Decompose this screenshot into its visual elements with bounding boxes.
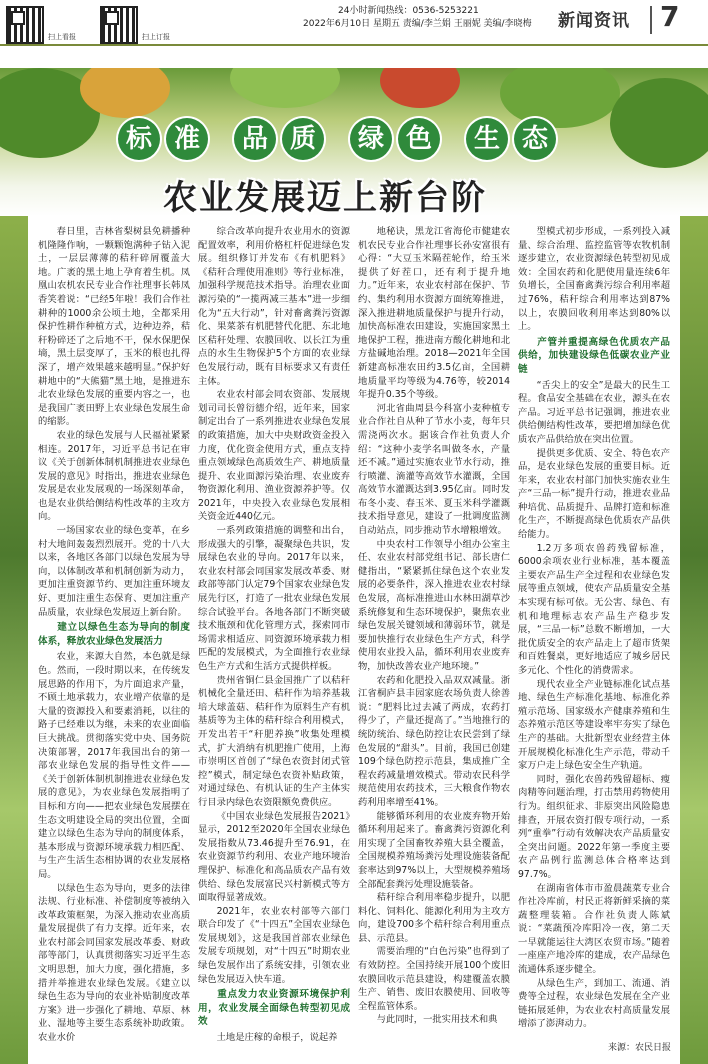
article-column-1 bbox=[38, 225, 190, 1045]
article-paragraph: 地秘诀，黑龙江省海伦市健建农机农民专业合作社理事长孙安富很有心得：“大豆玉米隔茬轮作，给玉米提供了好茬口，还有利于提升地力。”近年来，农业农村部在保护、节约、集约利用水资源方面统筹推进，深入推进耕地质量保护与提升行动，加快高标准农田建设，实施国家黑土地保护工程，推进南方酸化耕地和北方盐碱地治理。2018—2021年全国新建高标准农田约3.5亿亩，全国耕地质量平均等级为4.76等，较2014年提升0.35个等级。 bbox=[358, 226, 510, 401]
header-divider bbox=[650, 6, 652, 34]
vegetable-border-left bbox=[0, 216, 28, 1064]
article-column-4 bbox=[518, 225, 670, 1031]
qr-code-read-icon[interactable] bbox=[6, 6, 44, 44]
slogan-char: 准 bbox=[166, 118, 208, 160]
slogan-char: 绿 bbox=[350, 118, 392, 160]
article-paragraph: 农业农村部会同农资部、发展规划司司长曾衍德介绍，近年来，国家制定出台了一系列推进农业绿色发展的政策措施，加大中央财政资金投入力度，优化资金使用方式，重点支持重点领域绿色高质效生产、耕地质量提升、农业面源污染治理、农业废弃物资源化利用、渔业资源养护等。仅2021年，中央投入农业绿色发展相关资金近440亿元。 bbox=[198, 389, 350, 523]
news-hotline: 24小时新闻热线：0536-5253221 bbox=[338, 6, 479, 16]
page-number: 7 bbox=[660, 0, 680, 33]
article-paragraph: 农药和化肥投入品双双减量。浙江省桐庐县丰园家庭农场负责人徐善说：“肥料比过去减了两成，农药打得少了，产量还提高了。”当地推行的统防统治、绿色防控让农民尝到了绿色发展的“甜头”。目前，我国已创建109个绿色防控示范县，集成推广全程农药减量增效模式。带动农民科学规范使用农药技术，三大粮食作物农药利用率增至41%。 bbox=[358, 674, 510, 808]
article-paragraph: 2021年，农业农村部等六部门联合印发了《“十四五”全国农业绿色发展规划》，这是我国首部农业绿色发展专项规划，对“十四五”时期农业绿色发展作出了系统安排，引领农业绿色发展迈入快车道。 bbox=[198, 905, 350, 985]
article-paragraph: 从绿色生产，到加工、流通、消费等全过程，农业绿色发展在全产业链拓展延伸，为农业农村高质量发展增添了澎湃动力。 bbox=[518, 977, 670, 1030]
article-paragraph: 秸秆综合利用率稳步提升，以肥料化、饲料化、能源化利用为主攻方向，建设700多个秸秆综合利用重点县、示范县。 bbox=[358, 892, 510, 944]
article-paragraph: 同时，强化农兽药残留超标、瘦肉精等问题治理，打击禁用药物使用行为。组织征求、非原突出风险隐患排查，开展农资打假专项行动，一系列“重拳”行动有效解决农产品质量安全突出问题。2022年第一季度主要农产品例行监测总体合格率达到97.7%。 bbox=[518, 773, 670, 880]
article-paragraph: 在湖南省体市市盈晨蔬菜专业合作社冷库前，村民正将新鲜采摘的菜蔬整理装箱。合作社负责人陈斌说：“菜蔬预冷库阳冷一夜，第二天一早就能运往大湾区农贸市场。”随着一座座产地冷库的建成，农产品绿色流通体系逐步健全。 bbox=[518, 882, 670, 976]
article-paragraph: 农业，来源大自然，本色就是绿色。然而，一段时期以来，在传统发展思路的作用下，为片面追求产量，不顾土地承载力，农业增产依靠的是大量的资源投入和要素消耗，以往的路子已经难以为继，未来的农业面临巨大挑战。贯彻落实党中央、国务院决策部署，2017年我国出台的第一部农业绿色发展的指导性文件——《关于创新体制机制推进农业绿色发展的意见》，为农业绿色发展指明了目标和方向——把农业绿色发展摆在生态文明建设全局的突出位置，全面建立以绿色生态为导向的制度体系，基本形成与资源环境承载力相匹配、与生产生活生态相协调的农业发展格局。 bbox=[38, 651, 190, 880]
article-paragraph: 农业的绿色发展与人民福祉紧紧相连。2017年，习近平总书记在审议《关于创新体制机制推进农业绿色发展的意见》时指出，推进农业绿色发展是农业发展观的一场深刻革命，也是农业供给侧结构性改革的主攻方向。 bbox=[38, 429, 190, 523]
slogan-char: 色 bbox=[398, 118, 440, 160]
article-paragraph: 需要治理的“白色污染”也得到了有效防控。全国持续开展100个废旧农膜回收示范县建设，构建覆盖农膜生产、销售、废旧农膜使用、回收等全程监管体系。 bbox=[358, 946, 510, 1012]
article-headline: 农业发展迈上新台阶 bbox=[163, 178, 487, 218]
slogan-char: 标 bbox=[118, 118, 160, 160]
article-paragraph: 土地是庄稼的命根子，说起养 bbox=[216, 1032, 338, 1044]
article-paragraph: 一场国家农业的绿色变革，在乡村大地间轰轰烈烈展开。党的十八大以来，各地区各部门以绿色发展为导向，以体制改革和机制创新为动力，更加注重资源节约、更加注重环境友好、更加注重生态保育、更加注重产品质量，农业绿色发展迈上新台阶。 bbox=[38, 525, 190, 618]
article-column-2 bbox=[198, 225, 350, 1045]
section-subheading: 产管并重提高绿色优质农产品供给，加快建设绿色低碳农业产业链 bbox=[518, 336, 670, 375]
article-paragraph: “舌尖上的安全”是最大的民生工程。食品安全基础在农业，源头在农产品。习近平总书记强调，推进农业供给侧结构性改革，要把增加绿色优质农产品供给放在突出位置。 bbox=[518, 379, 670, 445]
article-paragraph: 以绿色生态为导向，更多的法律法规、行业标准、补偿制度等被纳入改革政策框架，为深入推动农业高质量发展提供了有力支撑。近年来，农业农村部会同国家发展改革委、财政部等部门，认真贯彻落实习近平生态文明思想，加大力度，强化措施，多措并举推进农业绿色发展。《建立以绿色生态为导向的农业补贴制度改革方案》进一步强化了耕地、草原、林业、湿地等主要生态系统补助政策。农业水价 bbox=[38, 882, 190, 1044]
article-column-3 bbox=[358, 225, 510, 1027]
vegetable-tomato-icon bbox=[380, 68, 460, 108]
slogan-char: 品 bbox=[234, 118, 276, 160]
vegetable-lettuce-icon bbox=[230, 68, 340, 108]
section-subheading: 建立以绿色生态为导向的制度体系，释放农业绿色发展活力 bbox=[38, 622, 190, 647]
article-paragraph: 贵州省铜仁县金国推广了以秸秆机械化全量还田、秸秆作为培养基栽培大球盖菇、秸秆作为原料生产有机基质等为主体的秸秆综合利用模式，开发出若干“秆肥养换”收集处理模式，扩大消纳有机肥推广使用，上海市崇明区首创了“绿色农资封闭式管控”模式，制定绿色农资补贴政策，对通过绿色、有机认证的生产主体实行目录内绿色农资限额免费供应。 bbox=[198, 674, 350, 808]
dateline: 2022年6月10日 星期五 责编/李兰娟 王丽妮 美编/李晓梅 bbox=[303, 19, 532, 29]
article-paragraph: 春日里，吉林省梨树县免耕播种机隆隆作响，一颗颗饱满种子钻入泥土，一层层薄薄的秸秆碎屑覆盖大地。广袤的黑土地上孕育着生机。凤凰山农机农民专业合作社理事长韩凤香笑着说：“已经5年啦！我们合作社耕种的1000余公顷土地，全都采用保护性耕作种植方式，边种边养，秸秆粉碎还了之后地不干，保水保肥保墒，黑土层变厚了，玉米的根也扎得深了，增产效果越来越明显。”保护好耕地中的“大熊猫”黑土地，是推进东北农业绿色发展的重要内容之一，也是我国广袤田野上农业绿色发展生命的缩影。 bbox=[38, 226, 190, 428]
article-body bbox=[32, 225, 676, 1055]
slogan-char: 生 bbox=[466, 118, 508, 160]
page-header bbox=[0, 0, 708, 68]
article-paragraph: 型模式初步形成，一系列投入减量、综合治理、监控监管等农牧机制逐步建立，农业资源绿色转型初见成效：全国农药和化肥使用量连续6年负增长，全国畜禽粪污综合利用率超过76%，秸秆综合利用率达到87%以上，农膜回收利用率达到80%以上。 bbox=[518, 226, 670, 333]
article-paragraph: 综合改革向提升农业用水的资源配置效率，利用价格杠杆促进绿色发展。组织修订并发布《有机肥料》《秸秆合理使用准则》等行业标准，加强科学规范技术指导。治理农业面源污染的“一揽两减三基本”进一步细化为“五大行动”，针对畜禽粪污资源化、果菜茶有机肥替代化肥、东北地区秸秆处理、农膜回收、以长江为重点的水生生物保护5个方面的农业绿色发展行动，既有目标要求又有责任主体。 bbox=[198, 226, 350, 387]
section-name: 新闻资讯 bbox=[558, 11, 630, 31]
article-paragraph: 能够循环利用的农业废弃物开始循环利用起来了。畜禽粪污资源化利用实现了全国畜牧养殖大县全覆盖，全国规模养殖场粪污处理设施装备配套率达到97%以上，大型规模养殖场全部配套粪污处理设施装备。 bbox=[358, 810, 510, 890]
article-paragraph: 一系列政策措施的调整和出台，形成强大的引擎，凝聚绿色共识，发展绿色农业的导向。2017年以来，农业农村部会同国家发展改革委、财政部等部门认定79个国家农业绿色发展先行区，打造了一批农业绿色发展综合试验平台。各地各部门不断突破技术瓶颈和优化管理方式，探索同市场需求相适应、同资源环境承载力相匹配的发展模式，为全面推行农业绿色生产方式和生活方式提供样板。 bbox=[198, 525, 350, 672]
article-source: 来源：农民日报 bbox=[608, 1043, 672, 1053]
vegetable-border-right bbox=[680, 216, 708, 1064]
qr-label-read: 扫上看报 bbox=[48, 33, 76, 41]
vegetable-leaf-icon-right bbox=[610, 78, 708, 168]
article-paragraph: 1.2万多项农兽药残留标准，6000余项农业行业标准，基本覆盖主要农产品生产全过程和农业绿色发展等重点领域，使农产品质量安全基本实现有标可依。无公害、绿色、有机和地理标志农产品生产稳步发展，“三品一标”总数不断增加，一大批优质安全的农产品走上了超市货架和百姓餐桌，更好地适应了城乡居民多元化、个性化的消费需求。 bbox=[518, 542, 670, 676]
article-paragraph: 提供更多优质、安全、特色农产品，是农业绿色发展的重要目标。近年来，农业农村部门加快实施农业生产“三品一标”提升行动，推进农业品种培优、品质提升、品牌打造和标准化生产，不断提高绿色优质农产品供给能力。 bbox=[518, 447, 670, 541]
article-paragraph: 中央农村工作领导小组办公室主任、农业农村部党组书记、部长唐仁健指出，“紧紧抓住绿色这个农业发展的必要条件，深入推进农业农村绿色发展，高标准推进山水林田湖草沙系统修复和生态环境保护，聚焦农业绿色发展关键领域和薄弱环节，就是要加快推行农业绿色生产方式，科学使用农业投入品，循环利用农业废弃物，加快改善农业产地环境。” bbox=[358, 538, 510, 672]
slogan-badges bbox=[118, 118, 556, 160]
header-rule bbox=[0, 44, 708, 46]
article-paragraph: 《中国农业绿色发展报告2021》显示，2012至2020年全国农业绿色发展指数从73.46提升至76.91，在农业资源节约利用、农业产地环境治理保护、标准化和高品质农产品有效供给、绿色发展富民兴村新模式等方面取得显著成效。 bbox=[198, 810, 350, 904]
slogan-char: 态 bbox=[514, 118, 556, 160]
article-paragraph: 与此同时，一批实用技术和典 bbox=[376, 1014, 498, 1026]
qr-code-subscribe-icon[interactable] bbox=[100, 6, 138, 44]
article-paragraph: 河北省曲周县今科富小麦种植专业合作社自从种了节水小麦，每年只需浇两次水。据该合作社负责人介绍：“这种小麦学名叫做冬水，产量还不减。”通过实施农业节水行动，推行喷灌、滴灌等高效节水灌溉，全国高效节水灌溉达到3.95亿亩。同时发布冬小麦、春玉米、夏玉米科学灌溉技术指导意见，建设了一批调度监测自动站点，同步推动节水增粮增效。 bbox=[358, 402, 510, 537]
qr-label-subscribe: 扫上订报 bbox=[142, 33, 170, 41]
article-paragraph: 现代农业全产业链标准化试点基地、绿色生产标准化基地、标准化养殖示范场、国家级水产健康养殖和生态养殖示范区等建设率牢夯实了绿色生产的基础。大批新型农业经营主体开展规模化标准化生产示范，带动千家万户走上绿色安全生产轨道。 bbox=[518, 678, 670, 772]
slogan-char: 质 bbox=[282, 118, 324, 160]
section-subheading: 重点发力农业资源环境保护利用，农业发展全面绿色转型初见成效 bbox=[198, 989, 350, 1028]
